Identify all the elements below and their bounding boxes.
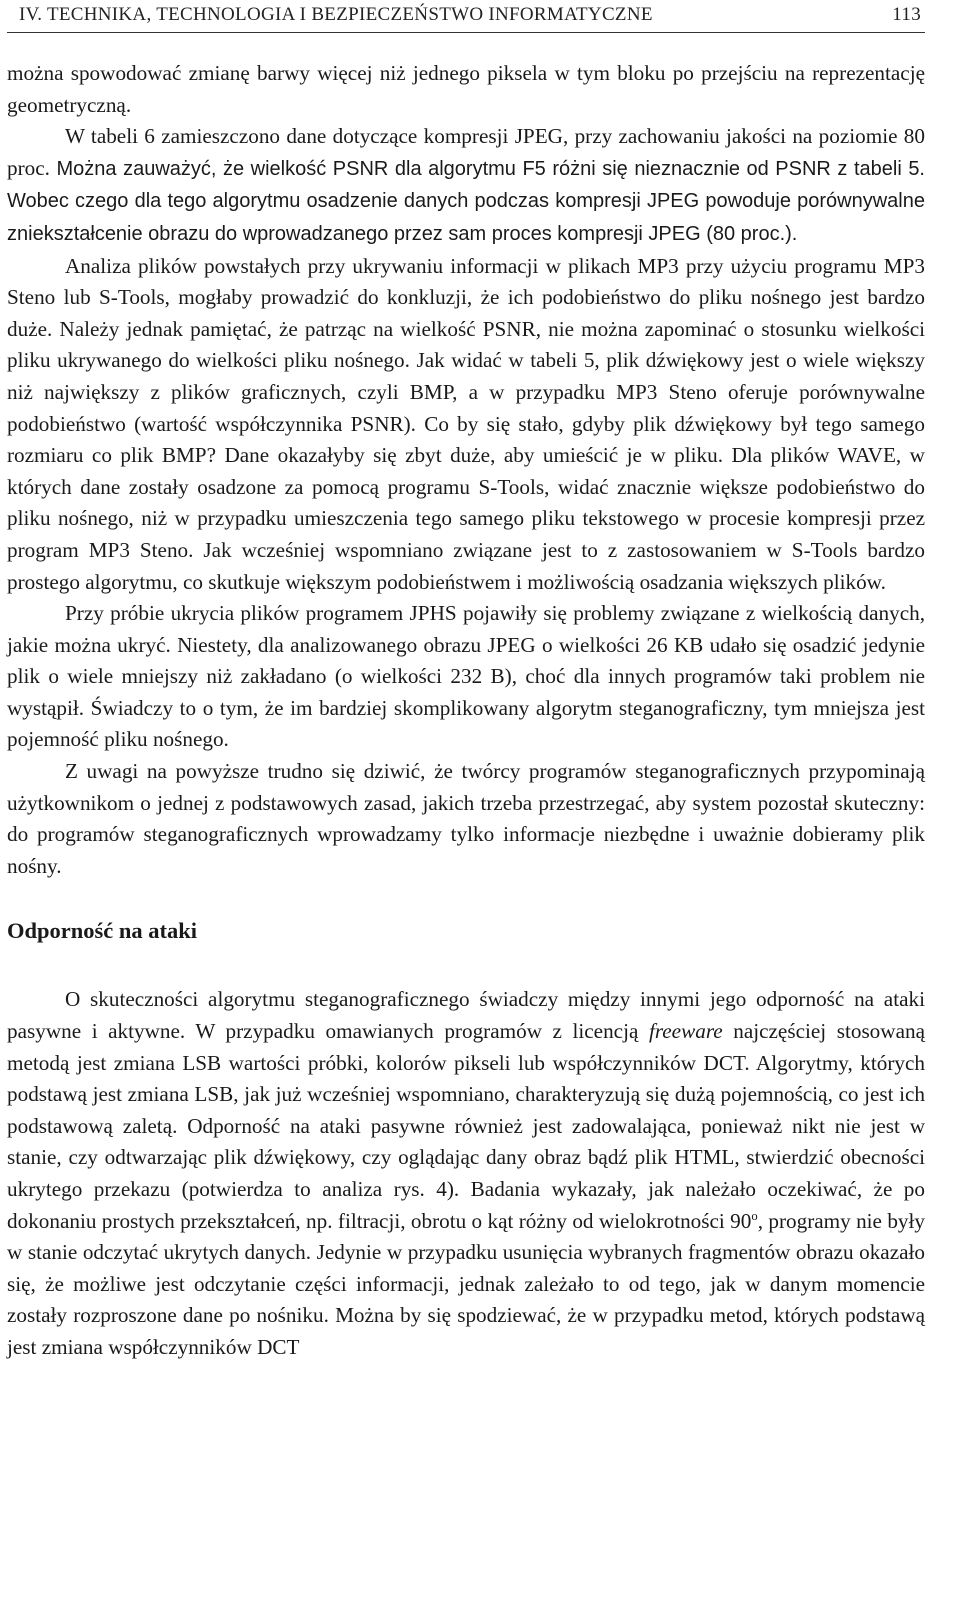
running-header — [7, 0, 925, 33]
document-page — [7, 0, 925, 1364]
section-heading: Odporność na ataki — [7, 918, 198, 944]
body-text — [7, 58, 925, 1364]
page-number: 113 — [892, 4, 921, 25]
paragraph-6 — [7, 984, 925, 1363]
paragraph-6-part-a: O skuteczności algorytmu steganograficznego świadczy między innymi jego odporność na ataki pasywne i aktywne. W przypadku omawianych programów z licencją — [7, 987, 925, 1044]
chapter-title: IV. TECHNIKA, TECHNOLOGIA I BEZPIECZEŃSTWO INFORMATYCZNE — [19, 4, 653, 25]
paragraph-4: Przy próbie ukrycia plików programem JPHS pojawiły się problemy związane z wielkością danych, jakie można ukryć. Niestety, dla analizowanego obrazu JPEG o wielkości 26 KB udało się osadzić jedynie plik o wiele mniejszy niż zakładano (o wielkości 232 B), choć dla innych programów taki problem nie wystąpił. Świadczy to o tym, że im bardziej skomplikowany algorytm steganograficzny, tym mniejsza jest pojemność pliku nośnego. — [7, 601, 925, 752]
paragraph-5: Z uwagi na powyższe trudno się dziwić, że twórcy programów steganograficznych przypominają użytkownikom o jednej z podstawowych zasad, jakich trzeba przestrzegać, aby system pozostał skuteczny: do programów steganograficznych wprowadzamy tylko informacje niezbędne i uważnie dobieramy plik nośny. — [7, 759, 925, 878]
paragraph-1: można spowodować zmianę barwy więcej niż jednego piksela w tym bloku po przejściu na reprezentację geometryczną. — [7, 61, 925, 117]
paragraph-6-part-c: , programy nie były w stanie odczytać ukrytych danych. Jedynie w przypadku usunięcia wybranych fragmentów obrazu okazało się, że możliwe jest odczytanie części informacji, jednak zależało to od tego, jak w danym momencie zostały rozproszone dane po nośniku. Można by się spodziewać, że w przypadku metod, których podstawą jest zmiana współczynników DCT — [7, 1208, 925, 1359]
paragraph-6-part-b: najczęściej stosowaną metodą jest zmiana LSB wartości próbki, kolorów pikseli lub współczynników DCT. Algorytmy, których podstawą jest zmiana LSB, jak już wcześniej wspomniano, charakteryzują się dużą pojemnością, co jest ich podstawową zaletą. Odporność na ataki pasywne również jest zadowalająca, ponieważ nikt nie jest w stanie, czy odtwarzając plik dźwiękowy, czy oglądając dany obraz bądź plik HTML, stwierdzić obecności ukrytego przekazu (potwierdza to analiza rys. 4). Badania wykazały, jak należało oczekiwać, że po dokonaniu prostych przekształceń, np. filtracji, obrotu o kąt różny od wielokrotności 90 — [7, 1019, 925, 1233]
paragraph-3: Analiza plików powstałych przy ukrywaniu informacji w plikach MP3 przy użyciu programu MP3 Steno lub S-Tools, mogłaby prowadzić do konkluzji, że ich podobieństwo do pliku nośnego jest bardzo duże. Należy jednak pamiętać, że patrząc na wielkość PSNR, nie można zapominać o stosunku wielkości pliku ukrywanego do wielkości pliku nośnego. Jak widać w tabeli 5, plik dźwiękowy jest o wiele większy niż największy z plików graficznych, czyli BMP, a w przypadku MP3 Steno oferuje porównywalne podobieństwo (wartość współczynnika PSNR). Co by się stało, gdyby plik dźwiękowy był tego samego rozmiaru co plik BMP? Dane okazałyby się zbyt duże, aby umieścić je w pliku. Dla plików WAVE, w których dane zostały osadzone za pomocą programu S-Tools, widać znacznie większe podobieństwo do pliku nośnego, niż w przypadku umieszczenia tego samego pliku tekstowego w procesie kompresji przez program MP3 Steno. Jak wcześniej wspomniano związane jest to z zastosowaniem w S-Tools bardzo prostego algorytmu, co skutkuje większym podobieństwem i możliwością osadzania większych plików. — [7, 253, 925, 594]
freeware-term: freeware — [648, 1019, 723, 1044]
paragraph-2-sans: Można zauważyć, że wielkość PSNR dla algorytmu F5 różni się nieznacznie od PSNR z tabeli 5. Wobec czego dla tego algorytmu osadzenie danych podczas kompresji JPEG powoduje porównywalne zniekształcenie obrazu do wprowadzanego przez sam proces kompresji JPEG (80 proc.). — [7, 157, 925, 245]
paragraph-2-serif: W tabeli 6 zamieszczono dane dotyczące kompresji JPEG, przy zachowaniu jakości na poziomie 80 proc. — [7, 124, 925, 180]
paragraph-2 — [7, 121, 925, 250]
degree-superscript: o — [751, 1208, 758, 1223]
